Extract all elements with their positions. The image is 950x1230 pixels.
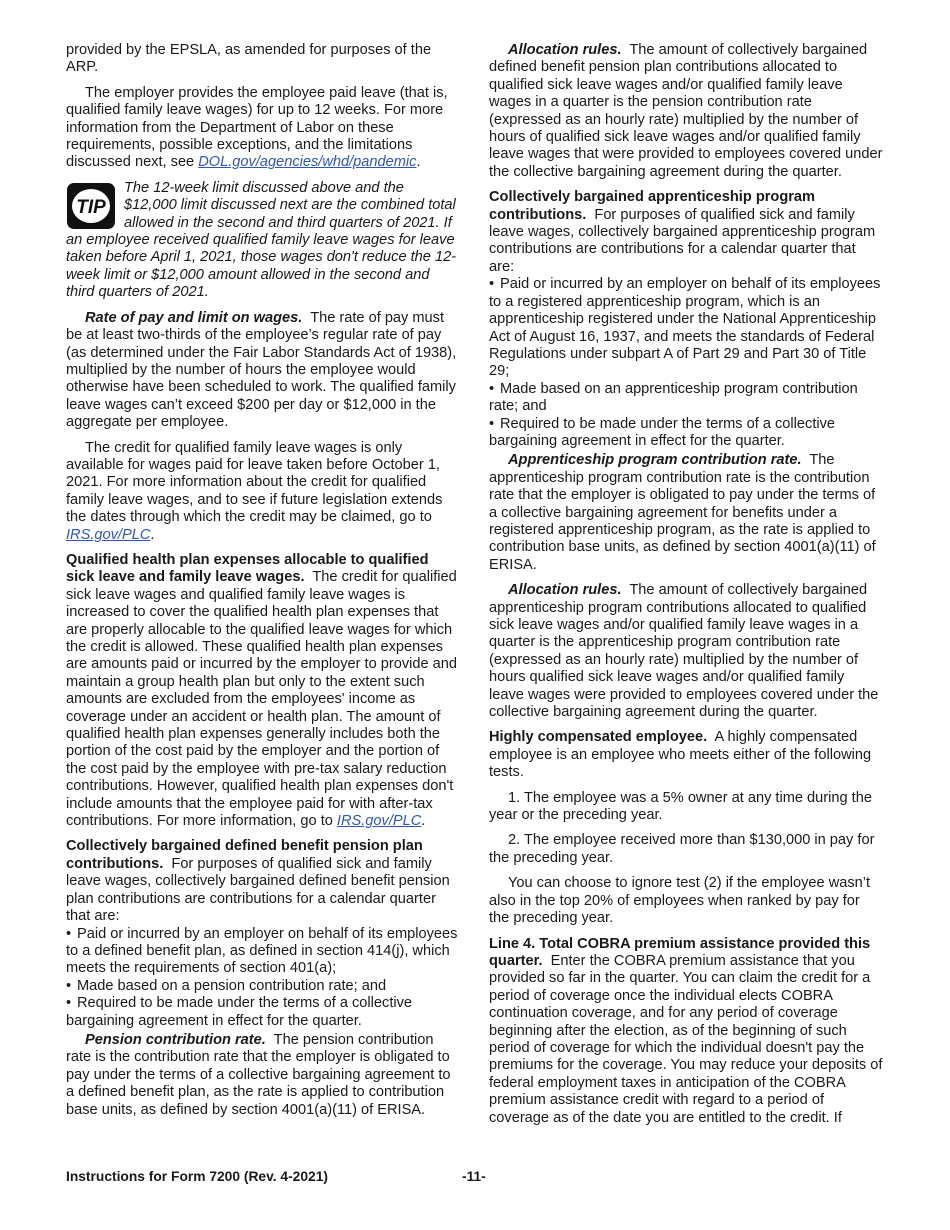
list-item: • Required to be made under the terms of a collective bargaining agreement in effect for the quarter. xyxy=(489,415,836,449)
paragraph-rate-of-pay: Rate of pay and limit on wages. The rate of pay must be at least two-thirds of the employee’s regular rate of pay (as determined under the Fair Labor Standards Act of 1938), multiplied by the number of hours the employee would otherwise have been scheduled to work. The qualified family leave wages can’t exceed $200 per day or $12,000 in the aggregate per employee. xyxy=(66,309,457,431)
irs-plc-link-2[interactable]: IRS.gov/PLC xyxy=(336,813,422,830)
paragraph-highly-compensated: Highly compensated employee. A highly compensated employee is an employee who meets either of the following tests. xyxy=(489,729,872,781)
paragraph-allocation-rules-pension: Allocation rules. The amount of collectively bargained defined benefit pension plan contributions allocated to qualified sick leave wages and/or qualified family leave wages in a quarter is the pension contribution rate (expressed as an hourly rate) multiplied by the number of hours of qualified sick leave wages and/or qualified family leave wages that were provided to employees covered under the collective bargaining agreement during the quarter. xyxy=(489,42,883,180)
test-1: 1. The employee was a 5% owner at any time during the year or the preceding year. xyxy=(489,789,872,824)
irs-plc-link-1[interactable]: IRS.gov/PLC xyxy=(66,526,151,543)
list-item: • Paid or incurred by an employer on behalf of its employees to a defined benefit plan, as defined in section 414(j), which meets the requirements of section 401(a); xyxy=(66,925,458,977)
paragraph-pension-plan: Collectively bargained defined benefit pension plan contributions. For purposes of qualified sick and family leave wages, collectively bargained defined benefit pension plan contributions are contributions for a calendar quarter that are: xyxy=(66,838,450,925)
list-item: • Paid or incurred by an employer on behalf of its employees to a registered apprenticeship program, which is an apprenticeship registered under the National Apprenticeship Act of August 16, 1937, and meets the standards of Federal Regulations under subpart A of Part 29 and Part 30 of Title 29; xyxy=(489,276,881,380)
paragraph-apprenticeship: Collectively bargained apprenticeship program contributions. For purposes of qualified sick and family leave wages, collectively bargained apprenticeship program contributions are contributions for a calendar quarter that are: xyxy=(489,189,876,275)
footer-form-title: Instructions for Form 7200 (Rev. 4-2021) xyxy=(66,1169,328,1184)
tip-icon xyxy=(66,182,116,230)
test-2: 2. The employee received more than $130,000 in pay for the preceding year. xyxy=(489,832,875,866)
list-item: • Required to be made under the terms of a collective bargaining agreement in effect for the quarter. xyxy=(66,995,413,1029)
paragraph-line-4: Line 4. Total COBRA premium assistance provided this quarter. Enter the COBRA premium assistance that you provided so far in the quarter. You can claim the credit for a period of coverage once the individual elects COBRA continuation coverage, and for any period of coverage beginning after the election, as of the beginning of such period of coverage for which the individual doesn't pay the premiums for the coverage. You may reduce your deposits of federal employment taxes in anticipation of the COBRA premium assistance credit with regard to a period of coverage as of the date you are entitled to the credit. If xyxy=(489,935,883,1126)
left-column xyxy=(66,42,460,1127)
list-item: • Made based on a pension contribution rate; and xyxy=(66,977,387,994)
paragraph-employer-leave: The employer provides the employee paid leave (that is, qualified family leave wages) for up to 12 weeks. For more information from the Department of Labor on these requirements, possible exceptions, and the limitations discussed next, see DOL.gov/agencies/whd/pandemic. xyxy=(66,84,448,171)
tip-box xyxy=(66,180,460,302)
paragraph-allocation-rules-apprenticeship: Allocation rules. The amount of collectively bargained apprenticeship program contributions allocated to qualified sick leave wages and/or qualified family leave wages in a quarter is the apprenticeship program contribution rate (expressed as an hourly rate) multiplied by the number of hours qualified sick leave wages and/or qualified family leave wages were provided to employees covered under the collective bargaining agreement during the quarter. xyxy=(489,582,879,721)
paragraph-apprenticeship-rate: Apprenticeship program contribution rate. The apprenticeship program contribution rate is the contribution rate that the employer is obligated to pay under the terms of a collective bargaining agreement for benefits under a registered apprenticeship program, as the rate is applied to contribution base units, as defined by section 4001(a)(11) of ERISA. xyxy=(489,452,876,573)
paragraph-health-plan: Qualified health plan expenses allocable to qualified sick leave and family leave wages. The credit for qualified sick leave wages and qualified family leave wages is increased to cover the qualified health plan expenses that are properly allocable to the qualified leave wages for which the credit is allowed. These qualified health plan expenses are amounts paid or incurred by the employer to provide and maintain a group health plan but only to the extent such amounts are excluded from the employees' income as coverage under an accident or health plan. The amount of qualified health plan expenses generally includes both the portion of the cost paid by the employer and the portion of the cost paid by the employee with pre-tax salary reduction contributions. However, qualified health plan expenses don't include amounts that the employee paid for with after-tax contributions. For more information, go to IRS.gov/PLC. xyxy=(66,551,458,830)
dol-link[interactable]: DOL.gov/agencies/whd/pandemic xyxy=(198,154,417,171)
paragraph-pension-rate: Pension contribution rate. The pension contribution rate is the contribution rate that the employer is obligated to pay under the terms of a collective bargaining agreement to a defined benefit plan, as the rate is applied to contribution base units, as defined by section 4001(a)(11) of ERISA. xyxy=(66,1031,451,1118)
paragraph-epsla: provided by the EPSLA, as amended for purposes of the ARP. xyxy=(66,42,432,76)
paragraph-credit-availability: The credit for qualified family leave wages is only available for wages paid for leave taken before October 1, 2021. For more information about the credit for qualified family leave wages, and to see if future legislation extends the dates through which the credit may be claimed, go to IRS.gov/PLC. xyxy=(66,439,443,543)
paragraph-ignore-test: You can choose to ignore test (2) if the employee wasn’t also in the top 20% of employees when ranked by pay for the preceding year. xyxy=(489,875,871,927)
tip-label: TIP xyxy=(76,196,106,218)
tip-text: The 12-week limit discussed above and the $12,000 limit discussed next are the combined total allowed in the second and third quarters of 2021. If an employee received qualified family leave wages for leave taken before April 1, 2021, those wages don't reduce the 12-week limit or $12,000 amount allowed in the second and third quarters of 2021. xyxy=(66,179,457,301)
list-item: • Made based on an apprenticeship program contribution rate; and xyxy=(489,380,858,415)
right-column xyxy=(489,42,883,1135)
page-number: -11- xyxy=(462,1169,486,1184)
